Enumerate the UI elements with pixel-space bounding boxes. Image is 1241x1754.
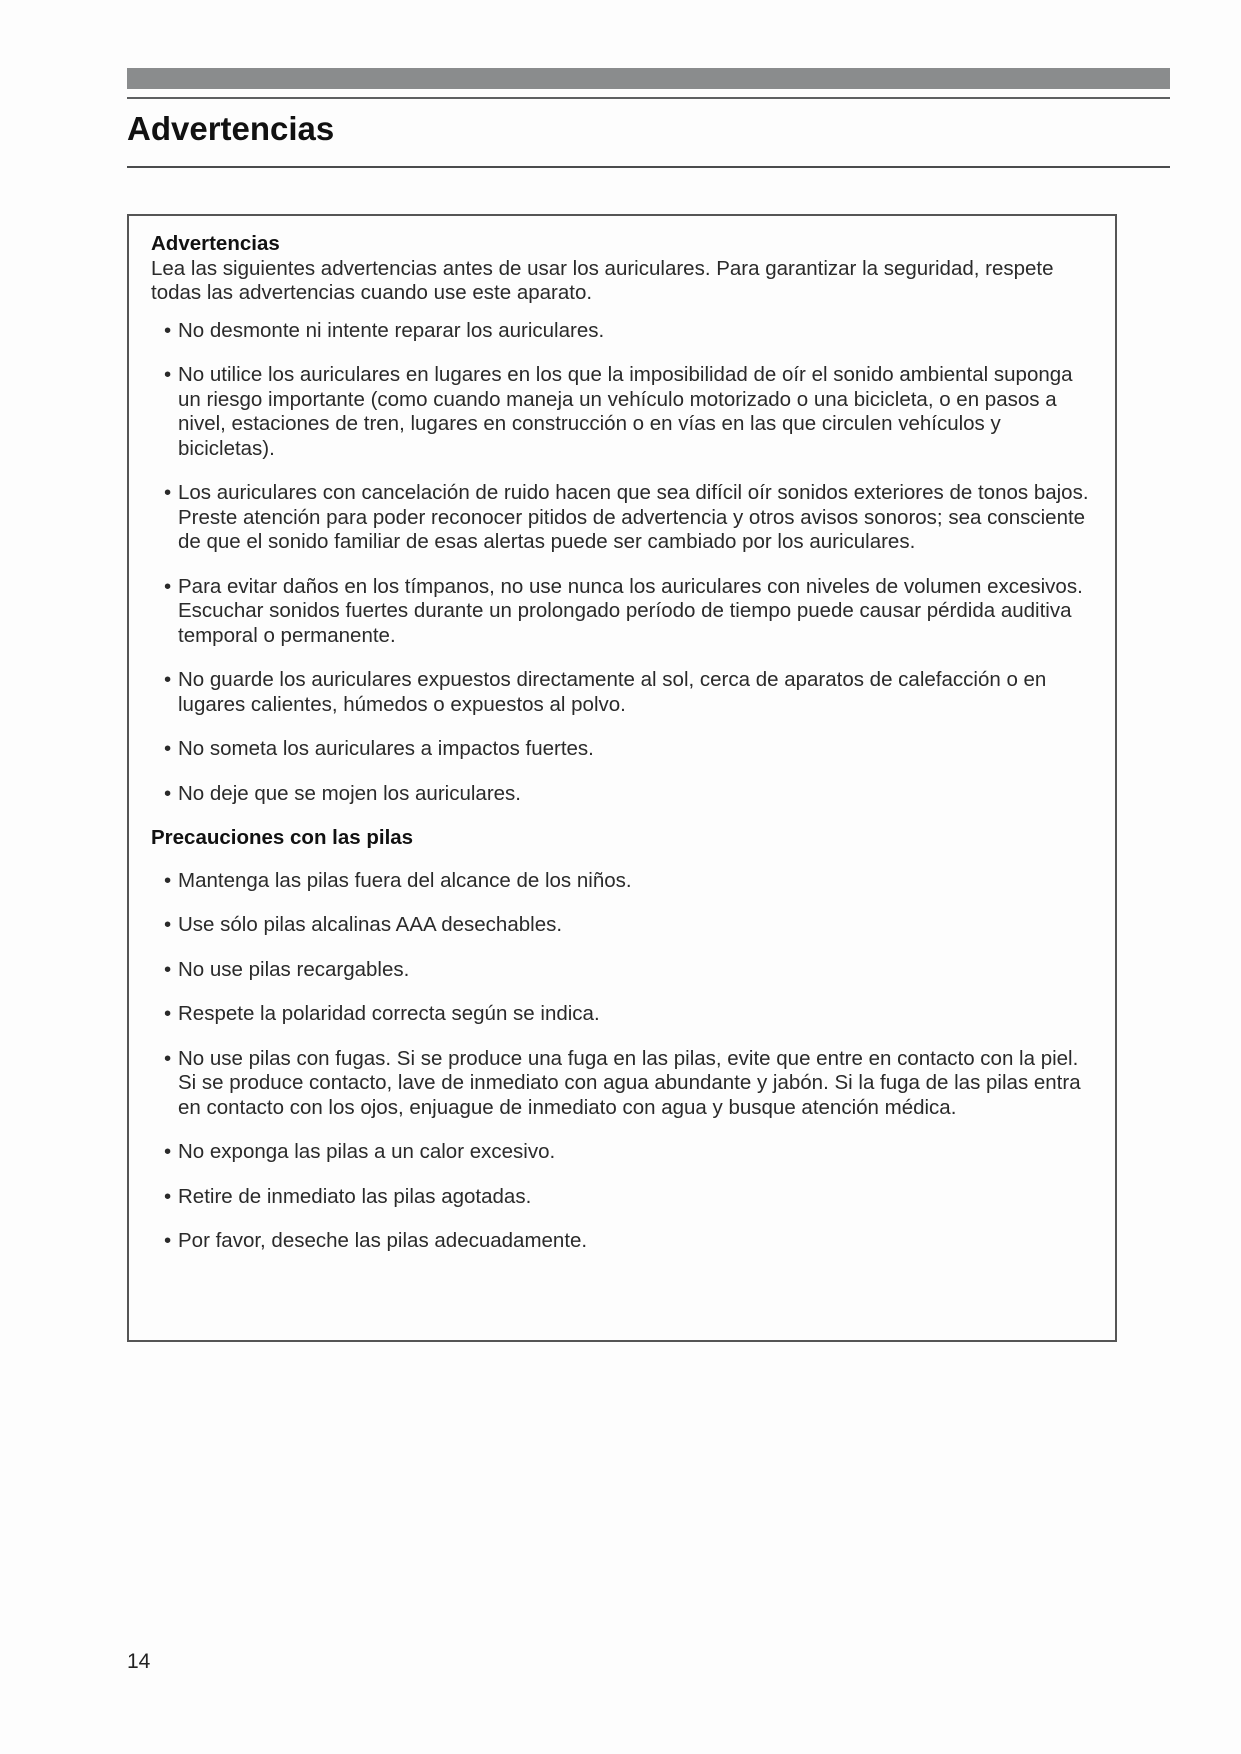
bullet-icon: •: [164, 481, 172, 504]
battery-heading: Precauciones con las pilas: [151, 826, 414, 849]
bullet-icon: •: [164, 1229, 172, 1252]
list-item: [151, 737, 1101, 762]
list-item-text: No desmonte ni intente reparar los auriculares.: [178, 318, 605, 342]
list-item-text: Los auriculares con cancelación de ruido hacen que sea difícil oír sonidos exteriores de tonos bajos. Preste atención para poder reconocer pitidos de advertencia y otros avisos sonoros; sea consciente de que el sonido familiar de esas alertas puede ser cambiado por los auriculares.: [178, 481, 1089, 553]
list-item-text: No utilice los auriculares en lugares en los que la imposibilidad de oír el sonido ambiental suponga un riesgo importante (como cuando maneja un vehículo motorizado o una bicicleta, o en pasos a nivel, estaciones de tren, lugares en construcción o en vías en las que circulen vehículos y bicicletas).: [178, 363, 1073, 460]
bullet-icon: •: [164, 1046, 172, 1070]
warnings-intro: Lea las siguientes advertencias antes de usar los auriculares. Para garantizar la seguridad, respete todas las advertencias cuando use este aparato.: [151, 256, 1054, 304]
list-item: [151, 913, 1101, 938]
bullet-icon: •: [164, 668, 172, 691]
list-item: [151, 668, 1101, 717]
list-item-text: No guarde los auriculares expuestos directamente al sol, cerca de aparatos de calefacción o en lugares calientes, húmedos o expuestos al polvo.: [178, 668, 1047, 716]
list-item-text: No someta los auriculares a impactos fuertes.: [178, 737, 594, 760]
bullet-icon: •: [164, 363, 172, 386]
bullet-icon: •: [164, 574, 172, 598]
bullet-icon: •: [164, 781, 172, 805]
list-item-text: No exponga las pilas a un calor excesivo.: [178, 1140, 556, 1163]
title-rule: [127, 166, 1170, 168]
list-item-text: Mantenga las pilas fuera del alcance de los niños.: [178, 868, 632, 892]
list-item: [151, 319, 1101, 344]
list-item: [151, 363, 1101, 461]
page-number: 14: [127, 1650, 151, 1673]
bullet-icon: •: [164, 957, 172, 981]
list-item-text: Por favor, deseche las pilas adecuadamente.: [178, 1229, 588, 1252]
list-item-text: Respete la polaridad correcta según se indica.: [178, 1002, 600, 1025]
list-item-text: No use pilas con fugas. Si se produce una fuga en las pilas, evite que entre en contacto con la piel. Si se produce contacto, lave de inmediato con agua abundante y jabón. Si la fuga de las pilas entra en contacto con los ojos, enjuague de inmediato con agua y busque atención médica.: [178, 1046, 1081, 1119]
list-item: [151, 1185, 1101, 1210]
bullet-icon: •: [164, 318, 172, 342]
bullet-icon: •: [164, 1184, 172, 1208]
list-item-text: No use pilas recargables.: [178, 957, 410, 981]
list-item-text: No deje que se mojen los auriculares.: [178, 781, 521, 805]
list-item: [151, 1229, 1101, 1254]
list-item: [151, 481, 1101, 555]
list-item: [151, 1002, 1101, 1027]
list-item: [151, 1047, 1101, 1121]
bullet-icon: •: [164, 1002, 172, 1025]
bullet-icon: •: [164, 913, 172, 936]
page-title: Advertencias: [127, 110, 335, 147]
warnings-content: [151, 232, 1101, 1274]
bullet-icon: •: [164, 737, 172, 760]
battery-list: [151, 869, 1101, 1254]
list-item-text: Use sólo pilas alcalinas AAA desechables.: [178, 913, 563, 936]
warnings-list: [151, 319, 1101, 807]
header-bar: [127, 68, 1170, 89]
bullet-icon: •: [164, 1140, 172, 1163]
list-item: [151, 958, 1101, 983]
warnings-heading: Advertencias: [151, 232, 280, 255]
list-item: [151, 782, 1101, 807]
bullet-icon: •: [164, 868, 172, 892]
list-item: [151, 869, 1101, 894]
warnings-box: [127, 214, 1117, 1342]
list-item-text: Para evitar daños en los tímpanos, no use nunca los auriculares con niveles de volumen excesivos. Escuchar sonidos fuertes durante un prolongado período de tiempo puede causar pérdida auditiva temporal o permanente.: [178, 574, 1083, 647]
list-item: [151, 1140, 1101, 1165]
header-rule: [127, 97, 1170, 99]
list-item-text: Retire de inmediato las pilas agotadas.: [178, 1184, 532, 1208]
list-item: [151, 575, 1101, 649]
